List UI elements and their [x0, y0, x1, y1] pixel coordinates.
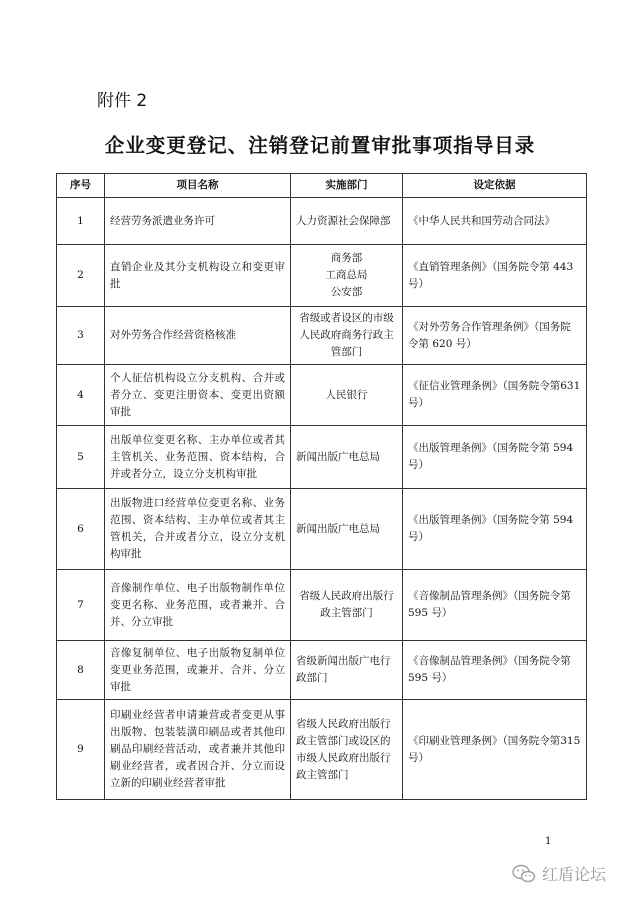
attachment-label: 附件 2	[97, 91, 148, 111]
cell-basis: 《中华人民共和国劳动合同法》	[403, 198, 587, 245]
cell-name: 出版单位变更名称、主办单位或者其主管机关、业务范围、资本结构，合并或者分立，设立分支机构审批	[105, 426, 291, 489]
cell-name: 个人征信机构设立分支机构、合并或者分立、变更注册资本、变更出资额审批	[105, 365, 291, 426]
cell-dept: 省级或者设区的市级人民政府商务行政主管部门	[291, 307, 403, 365]
cell-dept: 人民银行	[291, 365, 403, 426]
cell-name: 音像复制单位、电子出版物复制单位变更业务范围，或兼并、合并、分立审批	[105, 641, 291, 700]
cell-name: 音像制作单位、电子出版物制作单位变更名称、业务范围，或者兼并、合并、分立审批	[105, 570, 291, 641]
table-header-row	[57, 174, 587, 198]
cell-no: 6	[57, 489, 105, 570]
watermark-text: 红盾论坛	[542, 865, 607, 884]
cell-no: 9	[57, 700, 105, 800]
cell-basis: 《出版管理条例》（国务院令第 594 号）	[403, 426, 587, 489]
approval-items-table	[56, 173, 587, 800]
cell-no: 3	[57, 307, 105, 365]
cell-basis: 《音像制品管理条例》（国务院令第 595 号）	[403, 641, 587, 700]
cell-basis: 《印刷业管理条例》（国务院令第315号）	[403, 700, 587, 800]
table-row	[57, 307, 587, 365]
table-row	[57, 700, 587, 800]
cell-no: 1	[57, 198, 105, 245]
cell-dept: 省级人民政府出版行政主管部门或设区的市级人民政府出版行政主管部门	[291, 700, 403, 800]
cell-name: 印刷业经营者申请兼营或者变更从事出版物、包装装潢印刷品或者其他印刷品印刷经营活动，或者兼并其他印刷业经营者，或者因合并、分立而设立新的印刷业经营者审批	[105, 700, 291, 800]
column-header-basis: 设定依据	[403, 174, 587, 198]
page-number: 1	[545, 836, 552, 847]
cell-name: 直销企业及其分支机构设立和变更审批	[105, 245, 291, 307]
cell-no: 8	[57, 641, 105, 700]
cell-dept: 商务部 工商总局 公安部	[291, 245, 403, 307]
cell-basis: 《征信业管理条例》（国务院令第631号）	[403, 365, 587, 426]
watermark	[512, 862, 606, 885]
table-row	[57, 198, 587, 245]
cell-dept: 新闻出版广电总局	[291, 489, 403, 570]
table-row	[57, 570, 587, 641]
column-header-name: 项目名称	[105, 174, 291, 198]
cell-basis: 《直销管理条例》（国务院令第 443 号）	[403, 245, 587, 307]
cell-no: 5	[57, 426, 105, 489]
column-header-no: 序号	[57, 174, 105, 198]
wechat-icon	[512, 864, 536, 884]
cell-basis: 《出版管理条例》（国务院令第 594 号）	[403, 489, 587, 570]
table-row	[57, 489, 587, 570]
column-header-dept: 实施部门	[291, 174, 403, 198]
table-row	[57, 365, 587, 426]
table-row	[57, 641, 587, 700]
table-row	[57, 245, 587, 307]
cell-dept: 新闻出版广电总局	[291, 426, 403, 489]
table-row	[57, 426, 587, 489]
cell-no: 4	[57, 365, 105, 426]
cell-name: 对外劳务合作经营资格核准	[105, 307, 291, 365]
document-title: 企业变更登记、注销登记前置审批事项指导目录	[104, 134, 536, 157]
cell-basis: 《音像制品管理条例》（国务院令第 595 号）	[403, 570, 587, 641]
cell-dept: 人力资源社会保障部	[291, 198, 403, 245]
cell-dept: 省级人民政府出版行政主管部门	[291, 570, 403, 641]
cell-basis: 《对外劳务合作管理条例》（国务院令第 620 号）	[403, 307, 587, 365]
cell-name: 经营劳务派遣业务许可	[105, 198, 291, 245]
cell-no: 2	[57, 245, 105, 307]
cell-no: 7	[57, 570, 105, 641]
cell-name: 出版物进口经营单位变更名称、业务范围、资本结构、主办单位或者其主管机关，合并或者分立，设立分支机构审批	[105, 489, 291, 570]
cell-dept: 省级新闻出版广电行政部门	[291, 641, 403, 700]
